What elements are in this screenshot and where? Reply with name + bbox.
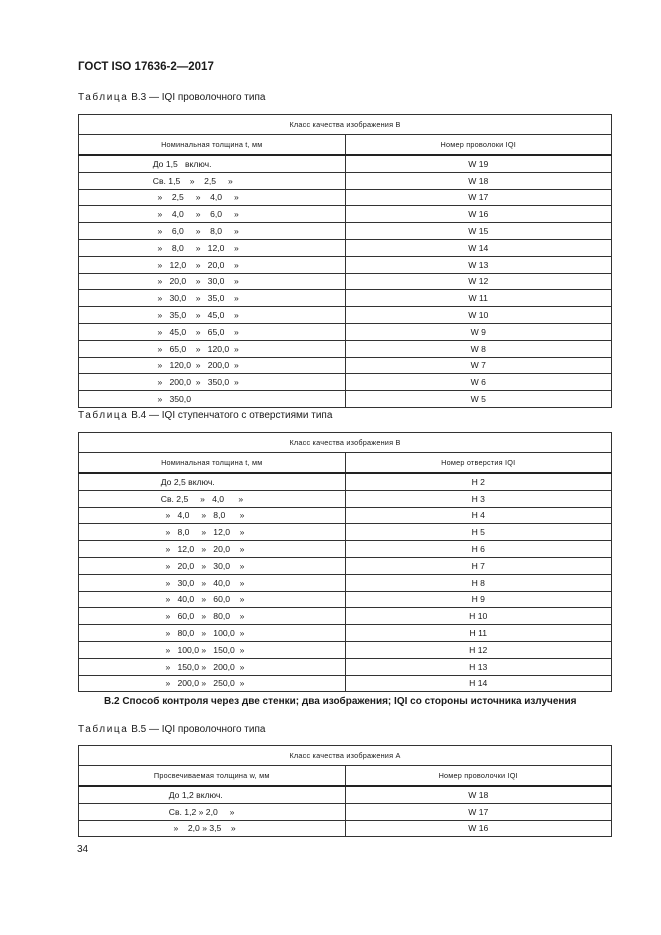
- thickness-range-text: » 80,0 » 100,0 »: [160, 628, 245, 639]
- document-code: ГОСТ ISO 17636-2—2017: [78, 61, 214, 73]
- iqi-number-cell: W 19: [345, 155, 612, 172]
- thickness-range-text: » 12,0 » 20,0 »: [152, 259, 239, 270]
- thickness-range-text: Св. 2,5 » 4,0 »: [160, 493, 244, 504]
- thickness-range-cell: [79, 541, 346, 558]
- iqi-number-cell: W 11: [345, 290, 612, 307]
- iqi-number-cell: H 5: [345, 524, 612, 541]
- table-row: [79, 625, 612, 642]
- table-row: [79, 641, 612, 658]
- iqi-number-cell: W 18: [345, 786, 612, 803]
- thickness-range-text: » 100,0 » 150,0 »: [160, 644, 245, 655]
- iqi-number-cell: H 2: [345, 473, 612, 490]
- table-row: [79, 357, 612, 374]
- table-b3-caption-prefix: Таблица: [78, 92, 129, 103]
- table-b3-col2-header: Номер проволоки IQI: [345, 135, 612, 156]
- thickness-range-text: » 20,0 » 30,0 »: [152, 276, 239, 287]
- thickness-range-cell: [79, 786, 346, 803]
- thickness-range-text: » 150,0 » 200,0 »: [160, 661, 245, 672]
- table-b4-caption-title: В.4 — IQI ступенчатого с отверстиями типа: [128, 410, 333, 421]
- thickness-range-cell: [79, 256, 346, 273]
- table-row: [79, 172, 612, 189]
- table-row: [79, 675, 612, 692]
- thickness-range-text: » 35,0 » 45,0 »: [152, 310, 239, 321]
- table-b4-col2-header: Номер отверстия IQI: [345, 453, 612, 474]
- iqi-number-cell: W 13: [345, 256, 612, 273]
- section-b2-title: В.2 Способ контроля через две стенки; два изображения; IQI со стороны источника излучения: [104, 696, 577, 707]
- table-row: [79, 507, 612, 524]
- page-number: 34: [77, 844, 89, 855]
- iqi-number-cell: W 6: [345, 374, 612, 391]
- table-row: [79, 340, 612, 357]
- thickness-range-cell: [79, 206, 346, 223]
- table-b5-body: [79, 746, 612, 837]
- table-b5-col1-header: Просвечиваемая толщина w, мм: [79, 766, 346, 787]
- iqi-number-cell: W 16: [345, 820, 612, 837]
- table-b3-col1-header: Номинальная толщина t, мм: [79, 135, 346, 156]
- iqi-number-cell: H 6: [345, 541, 612, 558]
- iqi-number-cell: H 7: [345, 557, 612, 574]
- table-row: [79, 803, 612, 820]
- table-row: [79, 658, 612, 675]
- table-b4-class-header: Класс качества изображения B: [79, 433, 612, 453]
- table-b4-caption-prefix: Таблица: [78, 410, 129, 421]
- thickness-range-cell: [79, 641, 346, 658]
- table-b3: [78, 114, 612, 408]
- table-row: [79, 557, 612, 574]
- thickness-range-cell: [79, 625, 346, 642]
- thickness-range-cell: [79, 189, 346, 206]
- iqi-number-cell: H 8: [345, 574, 612, 591]
- table-row: [79, 541, 612, 558]
- thickness-range-text: » 6,0 » 8,0 »: [152, 226, 239, 237]
- table-b4-col1-header: Номинальная толщина t, мм: [79, 453, 346, 474]
- table-b3-caption-title: В.3 — IQI проволочного типа: [128, 92, 266, 103]
- iqi-number-cell: W 16: [345, 206, 612, 223]
- thickness-range-text: » 2,5 » 4,0 »: [152, 192, 239, 203]
- table-b5-col2-header: Номер проволочки IQI: [345, 766, 612, 787]
- table-row: [79, 155, 612, 172]
- thickness-range-text: До 2,5 включ.: [160, 476, 215, 487]
- thickness-range-cell: [79, 323, 346, 340]
- thickness-range-cell: [79, 608, 346, 625]
- thickness-range-cell: [79, 172, 346, 189]
- table-b4-caption: [78, 410, 332, 421]
- iqi-number-cell: W 18: [345, 172, 612, 189]
- iqi-number-cell: W 14: [345, 239, 612, 256]
- thickness-range-text: » 350,0: [152, 394, 191, 405]
- table-row: [79, 473, 612, 490]
- thickness-range-text: » 4,0 » 6,0 »: [152, 209, 239, 220]
- thickness-range-text: » 12,0 » 20,0 »: [160, 544, 245, 555]
- thickness-range-cell: [79, 223, 346, 240]
- table-row: [79, 223, 612, 240]
- table-b3-body: [79, 115, 612, 408]
- table-row: [79, 574, 612, 591]
- iqi-number-cell: H 12: [345, 641, 612, 658]
- table-row: [79, 374, 612, 391]
- thickness-range-cell: [79, 658, 346, 675]
- table-row: [79, 591, 612, 608]
- thickness-range-text: » 30,0 » 40,0 »: [160, 577, 245, 588]
- thickness-range-text: » 200,0 » 250,0 »: [160, 678, 245, 689]
- table-b3-class-header: Класс качества изображения B: [79, 115, 612, 135]
- thickness-range-cell: [79, 357, 346, 374]
- thickness-range-text: » 8,0 » 12,0 »: [152, 242, 239, 253]
- iqi-number-cell: H 14: [345, 675, 612, 692]
- iqi-number-cell: H 3: [345, 490, 612, 507]
- table-b4: [78, 432, 612, 692]
- thickness-range-cell: [79, 524, 346, 541]
- table-b5-caption: [78, 724, 265, 735]
- table-b4-body: [79, 433, 612, 692]
- iqi-number-cell: H 9: [345, 591, 612, 608]
- thickness-range-text: » 20,0 » 30,0 »: [160, 560, 245, 571]
- thickness-range-cell: [79, 507, 346, 524]
- thickness-range-text: » 60,0 » 80,0 »: [160, 611, 245, 622]
- table-row: [79, 239, 612, 256]
- iqi-number-cell: W 7: [345, 357, 612, 374]
- table-row: [79, 323, 612, 340]
- thickness-range-cell: [79, 340, 346, 357]
- thickness-range-cell: [79, 391, 346, 408]
- iqi-number-cell: W 15: [345, 223, 612, 240]
- thickness-range-text: » 4,0 » 8,0 »: [160, 510, 245, 521]
- thickness-range-cell: [79, 307, 346, 324]
- iqi-number-cell: H 4: [345, 507, 612, 524]
- thickness-range-text: До 1,5 включ.: [152, 158, 212, 169]
- table-row: [79, 786, 612, 803]
- iqi-number-cell: W 9: [345, 323, 612, 340]
- iqi-number-cell: H 10: [345, 608, 612, 625]
- table-row: [79, 256, 612, 273]
- thickness-range-cell: [79, 820, 346, 837]
- thickness-range-text: » 200,0 » 350,0 »: [152, 377, 239, 388]
- thickness-range-cell: [79, 574, 346, 591]
- iqi-number-cell: W 5: [345, 391, 612, 408]
- iqi-number-cell: W 10: [345, 307, 612, 324]
- iqi-number-cell: W 12: [345, 273, 612, 290]
- iqi-number-cell: H 11: [345, 625, 612, 642]
- thickness-range-text: » 45,0 » 65,0 »: [152, 326, 239, 337]
- thickness-range-text: » 65,0 » 120,0 »: [152, 343, 239, 354]
- thickness-range-text: » 30,0 » 35,0 »: [152, 293, 239, 304]
- iqi-number-cell: H 13: [345, 658, 612, 675]
- table-b5-caption-title: В.5 — IQI проволочного типа: [128, 724, 266, 735]
- table-row: [79, 820, 612, 837]
- table-row: [79, 490, 612, 507]
- thickness-range-text: » 120,0 » 200,0 »: [152, 360, 239, 371]
- table-row: [79, 290, 612, 307]
- thickness-range-cell: [79, 591, 346, 608]
- table-b5-class-header: Класс качества изображения A: [79, 746, 612, 766]
- thickness-range-cell: [79, 239, 346, 256]
- thickness-range-cell: [79, 473, 346, 490]
- thickness-range-text: Св. 1,2 » 2,0 »: [168, 806, 235, 817]
- table-row: [79, 391, 612, 408]
- thickness-range-text: Св. 1,5 » 2,5 »: [152, 175, 233, 186]
- table-b5-caption-prefix: Таблица: [78, 724, 129, 735]
- iqi-number-cell: W 8: [345, 340, 612, 357]
- table-row: [79, 206, 612, 223]
- thickness-range-cell: [79, 155, 346, 172]
- thickness-range-cell: [79, 273, 346, 290]
- table-row: [79, 524, 612, 541]
- table-b5: [78, 745, 612, 837]
- thickness-range-cell: [79, 557, 346, 574]
- table-row: [79, 189, 612, 206]
- table-row: [79, 307, 612, 324]
- iqi-number-cell: W 17: [345, 803, 612, 820]
- thickness-range-cell: [79, 675, 346, 692]
- table-row: [79, 273, 612, 290]
- thickness-range-text: » 40,0 » 60,0 »: [160, 594, 245, 605]
- table-row: [79, 608, 612, 625]
- table-b3-caption: [78, 92, 265, 103]
- thickness-range-text: До 1,2 включ.: [168, 789, 223, 800]
- thickness-range-text: » 2,0 » 3,5 »: [168, 823, 236, 834]
- thickness-range-cell: [79, 374, 346, 391]
- iqi-number-cell: W 17: [345, 189, 612, 206]
- thickness-range-cell: [79, 803, 346, 820]
- thickness-range-text: » 8,0 » 12,0 »: [160, 527, 245, 538]
- thickness-range-cell: [79, 490, 346, 507]
- thickness-range-cell: [79, 290, 346, 307]
